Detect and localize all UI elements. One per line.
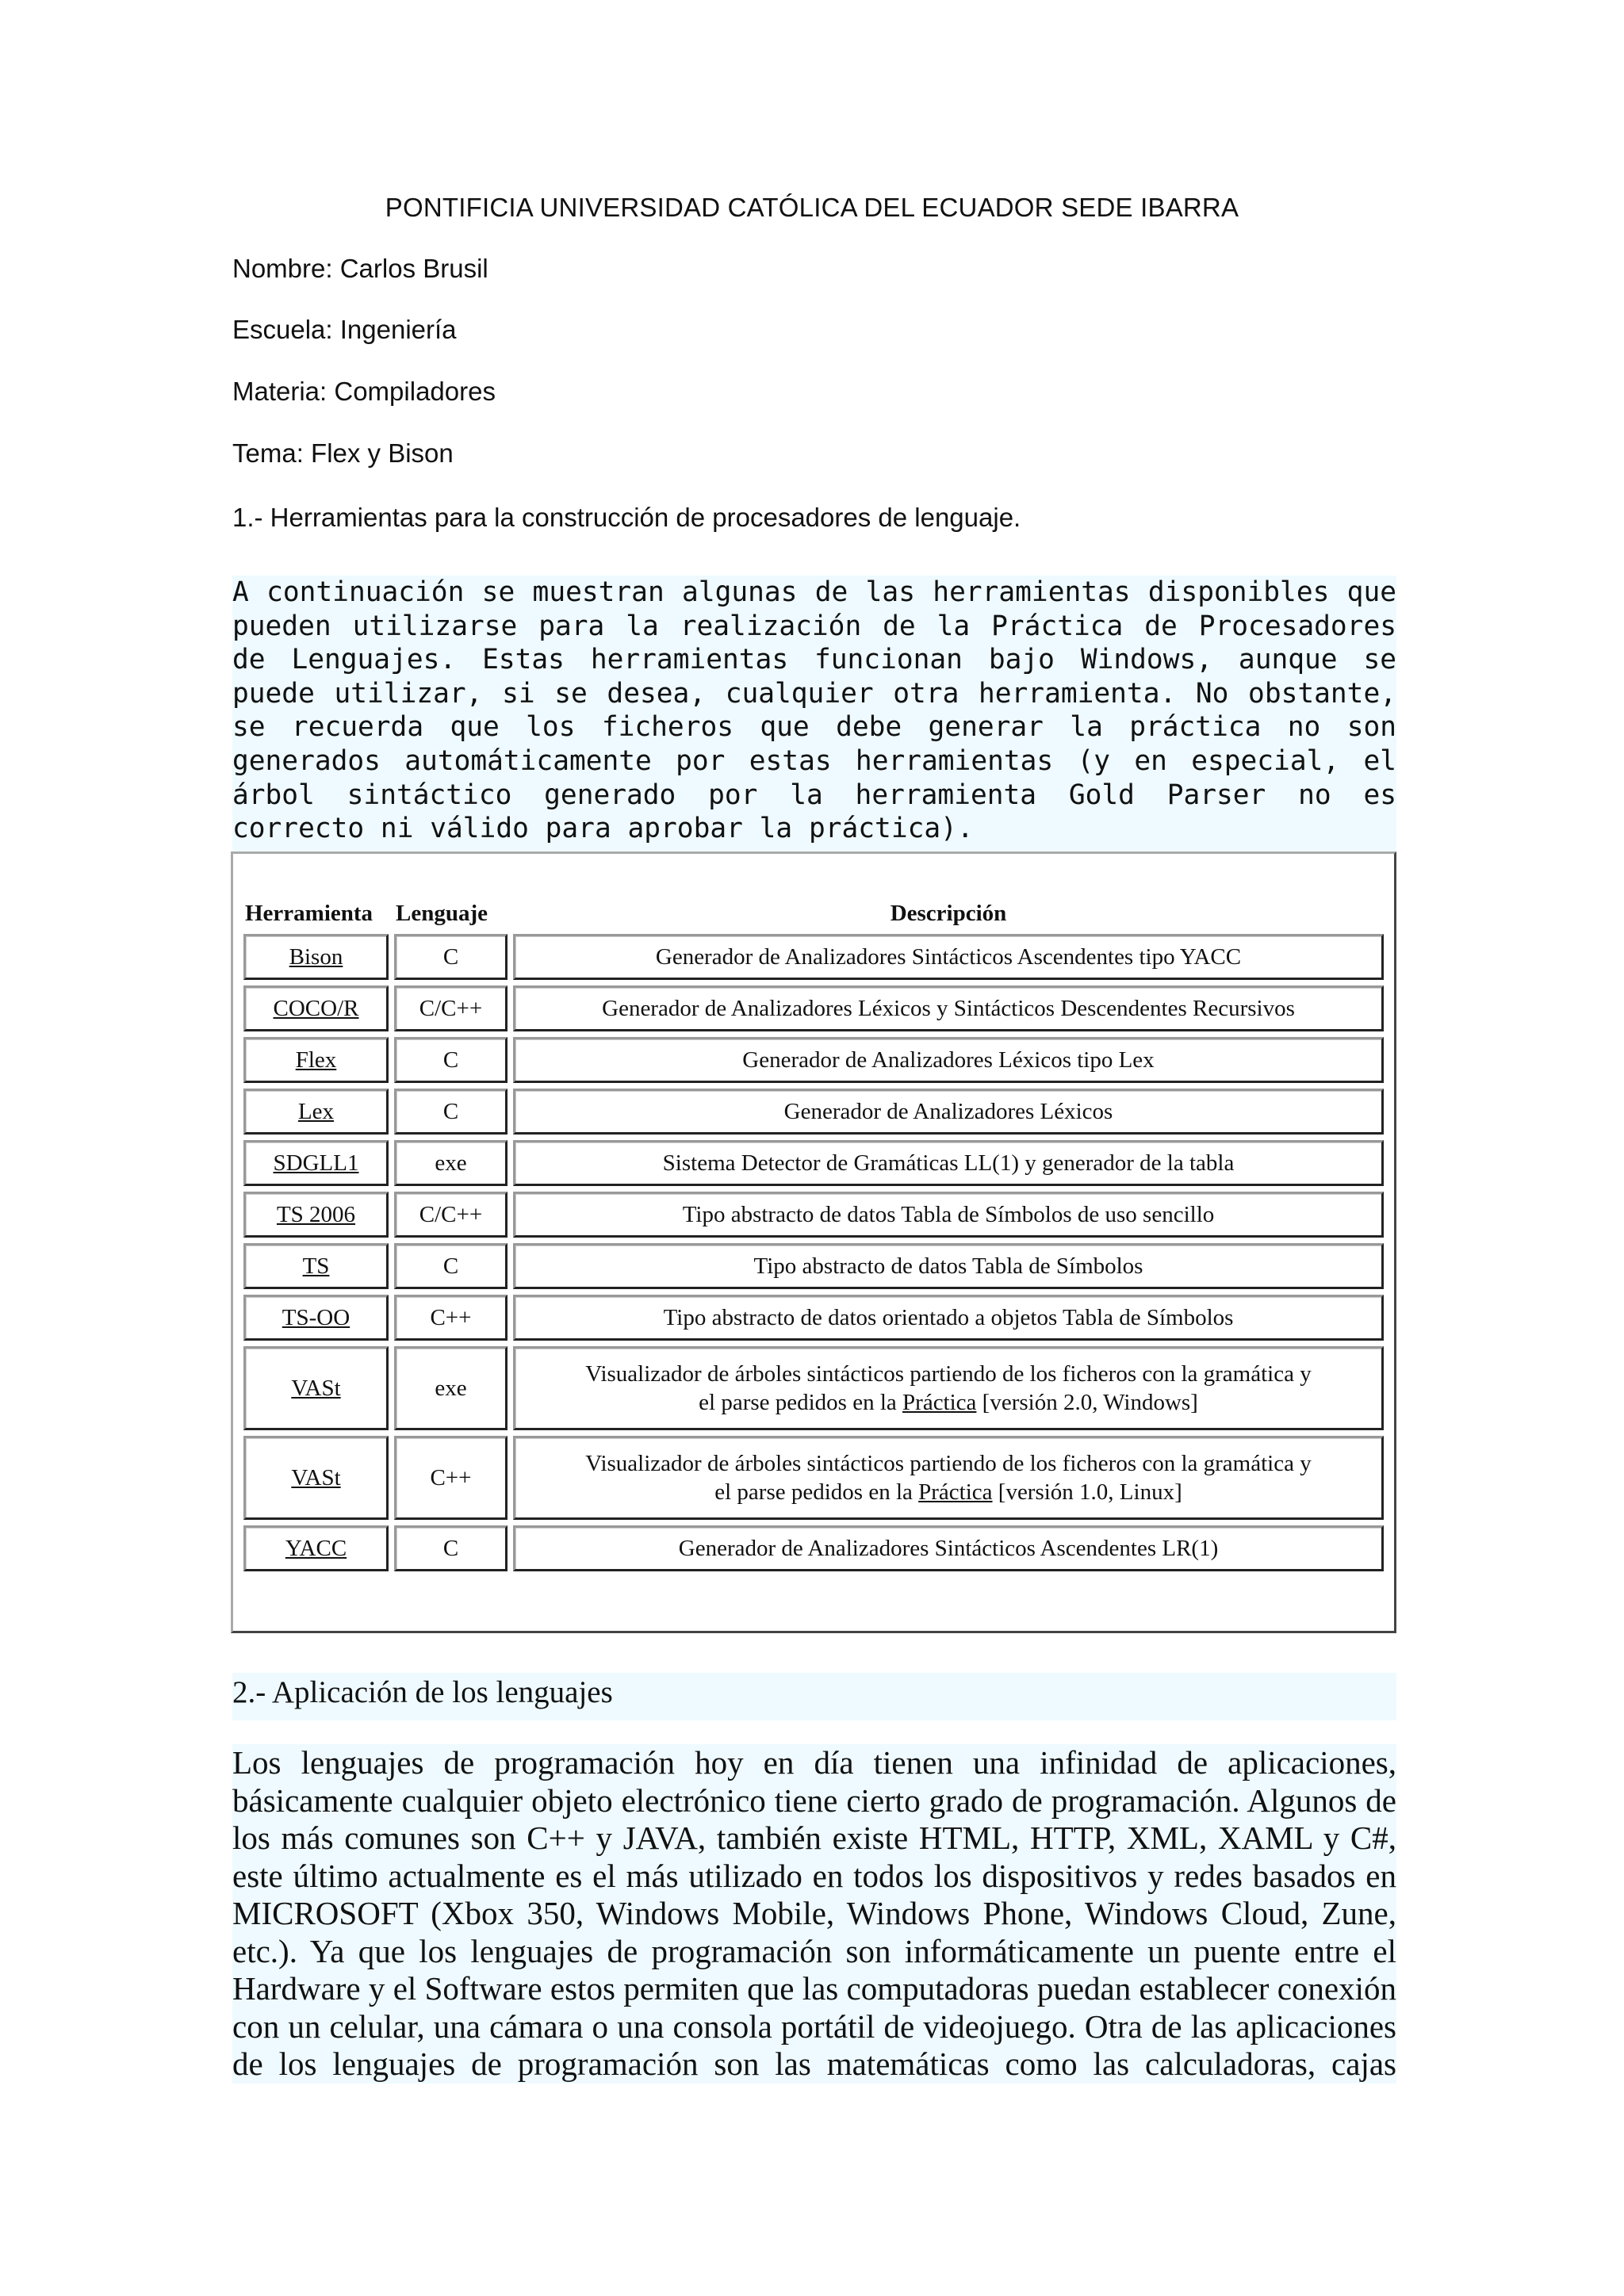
tool-description — [513, 1346, 1384, 1430]
tool-link[interactable]: TS — [302, 1253, 330, 1279]
section2-heading: 2.- Aplicación de los lenguajes — [232, 1673, 1396, 1720]
tool-language: C — [394, 1243, 508, 1289]
tool-language: C/C++ — [394, 1192, 508, 1238]
tool-language: exe — [394, 1346, 508, 1430]
tool-description: Generador de Analizadores Sintácticos Ascendentes tipo YACC — [513, 934, 1384, 980]
table-row — [243, 1436, 1384, 1520]
header-description: Descripción — [890, 901, 1007, 926]
tool-description: Tipo abstracto de datos Tabla de Símbolos — [513, 1243, 1384, 1289]
table-row — [243, 1243, 1384, 1289]
tool-description — [513, 1436, 1384, 1520]
table-row — [243, 934, 1384, 980]
tool-link[interactable]: YACC — [285, 1536, 347, 1561]
table-row — [243, 1140, 1384, 1186]
student-name: Nombre: Carlos Brusil — [232, 254, 488, 283]
topic: Tema: Flex y Bison — [232, 438, 454, 468]
table-row — [243, 1089, 1384, 1135]
section1-heading: 1.- Herramientas para la construcción de procesadores de lenguaje. — [232, 503, 1021, 532]
description-text: el parse pedidos en la — [714, 1479, 913, 1505]
table-row — [243, 1192, 1384, 1238]
header-language: Lenguaje — [396, 901, 488, 926]
description-version: [versión 1.0, Linux] — [998, 1479, 1182, 1505]
table-header-row — [243, 901, 1384, 928]
tools-table-frame — [231, 851, 1396, 1633]
tool-language: C/C++ — [394, 985, 508, 1031]
table-row — [243, 1346, 1384, 1430]
tool-description: Generador de Analizadores Léxicos tipo Lex — [513, 1037, 1384, 1083]
tool-language: C++ — [394, 1436, 508, 1520]
tool-link[interactable]: COCO/R — [273, 996, 359, 1021]
description-text: el parse pedidos en la — [699, 1390, 897, 1415]
tool-description: Tipo abstracto de datos Tabla de Símbolos de uso sencillo — [513, 1192, 1384, 1238]
tool-link[interactable]: VASt — [291, 1465, 341, 1490]
practica-link[interactable]: Práctica — [902, 1390, 977, 1415]
tool-description: Generador de Analizadores Sintácticos Ascendentes LR(1) — [513, 1525, 1384, 1571]
tool-language: C — [394, 1089, 508, 1135]
description-version: [versión 2.0, Windows] — [982, 1390, 1198, 1415]
tool-link[interactable]: Lex — [297, 1099, 335, 1124]
tool-description: Generador de Analizadores Léxicos y Sintácticos Descendentes Recursivos — [513, 985, 1384, 1031]
tools-table — [238, 895, 1389, 1577]
table-row — [243, 985, 1384, 1031]
tool-description: Sistema Detector de Gramáticas LL(1) y generador de la tabla — [513, 1140, 1384, 1186]
tool-language: exe — [394, 1140, 508, 1186]
tool-language: C — [394, 934, 508, 980]
tool-description: Tipo abstracto de datos orientado a objetos Tabla de Símbolos — [513, 1295, 1384, 1341]
table-row — [243, 1525, 1384, 1571]
tool-link[interactable]: TS 2006 — [276, 1202, 356, 1227]
tool-link[interactable]: VASt — [291, 1376, 341, 1401]
university-title: PONTIFICIA UNIVERSIDAD CATÓLICA DEL ECUADOR SEDE IBARRA — [385, 193, 1239, 222]
tool-language: C++ — [394, 1295, 508, 1341]
tool-link[interactable]: SDGLL1 — [273, 1150, 359, 1176]
school: Escuela: Ingeniería — [232, 315, 457, 344]
tool-language: C — [394, 1525, 508, 1571]
tool-description: Generador de Analizadores Léxicos — [513, 1089, 1384, 1135]
section1-intro: A continuación se muestran algunas de las herramientas disponibles que pueden utilizarse para la realización de la Práctica de Procesadores de Lenguajes. Estas herramientas funcionan bajo Windows, aunque se puede utilizar, si se desea, cualquier otra herramienta. No obstante, se recuerda que los ficheros que debe generar la práctica no son generados automáticamente por estas herramientas (y en especial, el árbol sintáctico generado por la herramienta Gold Parser no es correcto ni válido para aprobar la práctica). — [232, 576, 1396, 857]
description-line: Visualizador de árboles sintácticos partiendo de los ficheros con la gramática y — [585, 1361, 1312, 1387]
table-row — [243, 1037, 1384, 1083]
subject: Materia: Compiladores — [232, 377, 496, 406]
practica-link[interactable]: Práctica — [918, 1479, 993, 1505]
tool-language: C — [394, 1037, 508, 1083]
header-tool: Herramienta — [245, 901, 373, 926]
tool-link[interactable]: Bison — [289, 944, 343, 970]
tool-link[interactable]: Flex — [295, 1047, 337, 1073]
section2-body: Los lenguajes de programación hoy en día tienen una infinidad de aplicaciones, básicamente cualquier objeto electrónico tiene cierto grado de programación. Algunos de los más comunes son C++ y JAVA, también existe HTML, HTTP, XML, XAML y C#, este último actualmente es el más utilizado en todos los dispositivos y redes basados en MICROSOFT (Xbox 350, Windows Mobile, Windows Phone, Windows Cloud, Zune, etc.). Ya que los lenguajes de programación son informáticamente un puente entre el Hardware y el Software estos permiten que las computadoras puedan establecer conexión con un celular, una cámara o una consola portátil de videojuego. Otra de las aplicaciones de los lenguajes de programación son las matemáticas como las calculadoras, cajas — [232, 1744, 1396, 2082]
tool-link[interactable]: TS-OO — [282, 1305, 350, 1330]
description-line: Visualizador de árboles sintácticos partiendo de los ficheros con la gramática y — [585, 1451, 1312, 1476]
table-row — [243, 1295, 1384, 1341]
